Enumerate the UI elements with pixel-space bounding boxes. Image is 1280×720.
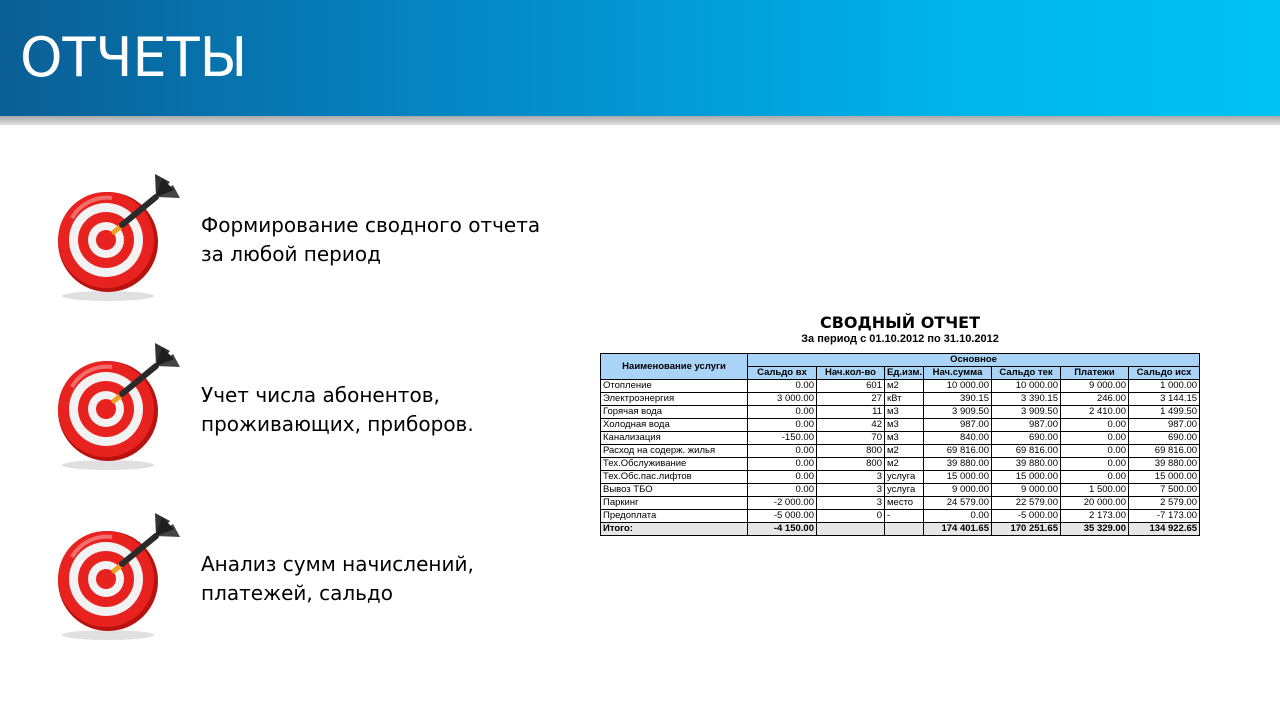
report-period: За период с 01.10.2012 по 31.10.2012 bbox=[801, 333, 999, 345]
table-cell: 10 000.00 bbox=[924, 380, 992, 393]
table-cell: 800 bbox=[817, 458, 885, 471]
table-cell: 35 329.00 bbox=[1061, 523, 1129, 536]
table-cell: 9 000.00 bbox=[1061, 380, 1129, 393]
table-cell: 15 000.00 bbox=[1129, 471, 1200, 484]
table-row bbox=[601, 458, 1200, 471]
table-cell: Холодная вода bbox=[601, 419, 748, 432]
table-row bbox=[601, 510, 1200, 523]
table-cell: место bbox=[885, 497, 924, 510]
table-cell: Отопление bbox=[601, 380, 748, 393]
table-cell: 3 909.50 bbox=[924, 406, 992, 419]
table-cell: 39 880.00 bbox=[1129, 458, 1200, 471]
table-cell: Электроэнергия bbox=[601, 393, 748, 406]
table-cell: - bbox=[885, 510, 924, 523]
table-cell: 0.00 bbox=[1061, 458, 1129, 471]
table-cell: услуга bbox=[885, 471, 924, 484]
table-cell: 2 579.00 bbox=[1129, 497, 1200, 510]
bullet-item bbox=[52, 337, 552, 477]
table-cell: 0.00 bbox=[924, 510, 992, 523]
table-cell: 0.00 bbox=[748, 419, 817, 432]
table-cell bbox=[885, 523, 924, 536]
table-cell: -7 173.00 bbox=[1129, 510, 1200, 523]
title-bar bbox=[0, 0, 1280, 116]
table-cell: Паркинг bbox=[601, 497, 748, 510]
target-icon bbox=[52, 337, 192, 472]
column-header-name: Наименование услуги bbox=[601, 354, 748, 380]
table-cell: 10 000.00 bbox=[992, 380, 1061, 393]
bullet-text: Формирование сводного отчета за любой период bbox=[201, 213, 541, 266]
table-row bbox=[601, 497, 1200, 510]
table-cell: 0.00 bbox=[748, 484, 817, 497]
table-cell: Вывоз ТБО bbox=[601, 484, 748, 497]
target-icon bbox=[52, 507, 192, 642]
report-table bbox=[600, 353, 1200, 536]
table-cell: 9 000.00 bbox=[992, 484, 1061, 497]
table-cell: 3 bbox=[817, 484, 885, 497]
table-cell: Канализация bbox=[601, 432, 748, 445]
column-header: Сальдо тек bbox=[992, 367, 1061, 380]
table-cell: 0.00 bbox=[748, 406, 817, 419]
table-cell: 0.00 bbox=[748, 445, 817, 458]
table-cell: -5 000.00 bbox=[992, 510, 1061, 523]
table-cell: Горячая вода bbox=[601, 406, 748, 419]
table-cell: 70 bbox=[817, 432, 885, 445]
table-cell: м2 bbox=[885, 445, 924, 458]
table-cell: 69 816.00 bbox=[924, 445, 992, 458]
column-group-header: Основное bbox=[748, 354, 1200, 367]
table-total-row bbox=[601, 523, 1200, 536]
table-cell: 69 816.00 bbox=[1129, 445, 1200, 458]
table-cell: услуга bbox=[885, 484, 924, 497]
table-body bbox=[601, 380, 1200, 536]
report-title: СВОДНЫЙ ОТЧЕТ bbox=[819, 313, 980, 332]
table-cell: 690.00 bbox=[992, 432, 1061, 445]
table-cell: 690.00 bbox=[1129, 432, 1200, 445]
table-cell: 601 bbox=[817, 380, 885, 393]
table-cell: 2 173.00 bbox=[1061, 510, 1129, 523]
table-cell: 11 bbox=[817, 406, 885, 419]
table-cell: 170 251.65 bbox=[992, 523, 1061, 536]
table-cell: 0.00 bbox=[748, 380, 817, 393]
table-row bbox=[601, 380, 1200, 393]
table-cell: -4 150.00 bbox=[748, 523, 817, 536]
table-row bbox=[601, 471, 1200, 484]
table-cell: -150.00 bbox=[748, 432, 817, 445]
table-cell: м3 bbox=[885, 419, 924, 432]
table-row bbox=[601, 484, 1200, 497]
table-header-row bbox=[601, 354, 1200, 367]
table-cell: 0 bbox=[817, 510, 885, 523]
table-cell: 39 880.00 bbox=[924, 458, 992, 471]
table-cell: кВт bbox=[885, 393, 924, 406]
column-header: Ед.изм. bbox=[885, 367, 924, 380]
table-cell: 39 880.00 bbox=[992, 458, 1061, 471]
table-cell: 134 922.65 bbox=[1129, 523, 1200, 536]
table-cell: Тех.Обс.пас.лифтов bbox=[601, 471, 748, 484]
table-row bbox=[601, 445, 1200, 458]
column-header: Нач.кол-во bbox=[817, 367, 885, 380]
bullet-text: Учет числа абонентов, проживающих, приборов. bbox=[201, 383, 474, 436]
table-cell: 69 816.00 bbox=[992, 445, 1061, 458]
table-cell: 22 579.00 bbox=[992, 497, 1061, 510]
table-cell: Предоплата bbox=[601, 510, 748, 523]
table-cell: Тех.Обслуживание bbox=[601, 458, 748, 471]
table-cell: 0.00 bbox=[1061, 432, 1129, 445]
table-cell: м2 bbox=[885, 380, 924, 393]
table-cell: 7 500.00 bbox=[1129, 484, 1200, 497]
table-cell: м3 bbox=[885, 406, 924, 419]
table-cell: 840.00 bbox=[924, 432, 992, 445]
table-cell: м3 bbox=[885, 432, 924, 445]
table-cell: 0.00 bbox=[1061, 445, 1129, 458]
table-row bbox=[601, 419, 1200, 432]
table-cell: 1 499.50 bbox=[1129, 406, 1200, 419]
table-cell: 24 579.00 bbox=[924, 497, 992, 510]
table-cell: 3 bbox=[817, 471, 885, 484]
table-cell: 3 909.50 bbox=[992, 406, 1061, 419]
column-header: Нач.сумма bbox=[924, 367, 992, 380]
table-cell: 15 000.00 bbox=[924, 471, 992, 484]
table-cell: 42 bbox=[817, 419, 885, 432]
table-cell: 20 000.00 bbox=[1061, 497, 1129, 510]
table-cell: 3 000.00 bbox=[748, 393, 817, 406]
table-cell: 1 500.00 bbox=[1061, 484, 1129, 497]
table-cell: 2 410.00 bbox=[1061, 406, 1129, 419]
table-cell: 390.15 bbox=[924, 393, 992, 406]
table-cell: 1 000.00 bbox=[1129, 380, 1200, 393]
table-cell: Расход на содерж. жилья bbox=[601, 445, 748, 458]
table-cell: -5 000.00 bbox=[748, 510, 817, 523]
table-cell: Итого: bbox=[601, 523, 748, 536]
column-header: Сальдо вх bbox=[748, 367, 817, 380]
target-icon bbox=[52, 168, 192, 303]
table-cell: 3 390.15 bbox=[992, 393, 1061, 406]
table-cell: 0.00 bbox=[1061, 419, 1129, 432]
table-row bbox=[601, 406, 1200, 419]
table-cell: 0.00 bbox=[748, 471, 817, 484]
table-cell: -2 000.00 bbox=[748, 497, 817, 510]
table-cell: 987.00 bbox=[1129, 419, 1200, 432]
column-header: Платежи bbox=[1061, 367, 1129, 380]
table-row bbox=[601, 393, 1200, 406]
table-cell: 0.00 bbox=[1061, 471, 1129, 484]
table-cell bbox=[817, 523, 885, 536]
table-cell: 174 401.65 bbox=[924, 523, 992, 536]
header-divider bbox=[0, 116, 1280, 125]
table-cell: 27 bbox=[817, 393, 885, 406]
bullet-item bbox=[52, 507, 552, 647]
table-cell: 987.00 bbox=[924, 419, 992, 432]
table-cell: 0.00 bbox=[748, 458, 817, 471]
bullet-item bbox=[52, 168, 552, 308]
table-row bbox=[601, 432, 1200, 445]
table-cell: 9 000.00 bbox=[924, 484, 992, 497]
table-cell: 800 bbox=[817, 445, 885, 458]
column-header: Сальдо исх bbox=[1129, 367, 1200, 380]
bullet-text: Анализ сумм начислений, платежей, сальдо bbox=[201, 552, 474, 605]
page-title: ОТЧЕТЫ bbox=[20, 26, 248, 89]
table-cell: 3 bbox=[817, 497, 885, 510]
table-cell: м2 bbox=[885, 458, 924, 471]
table-cell: 3 144.15 bbox=[1129, 393, 1200, 406]
table-cell: 15 000.00 bbox=[992, 471, 1061, 484]
table-cell: 246.00 bbox=[1061, 393, 1129, 406]
table-cell: 987.00 bbox=[992, 419, 1061, 432]
summary-report bbox=[600, 314, 1200, 536]
